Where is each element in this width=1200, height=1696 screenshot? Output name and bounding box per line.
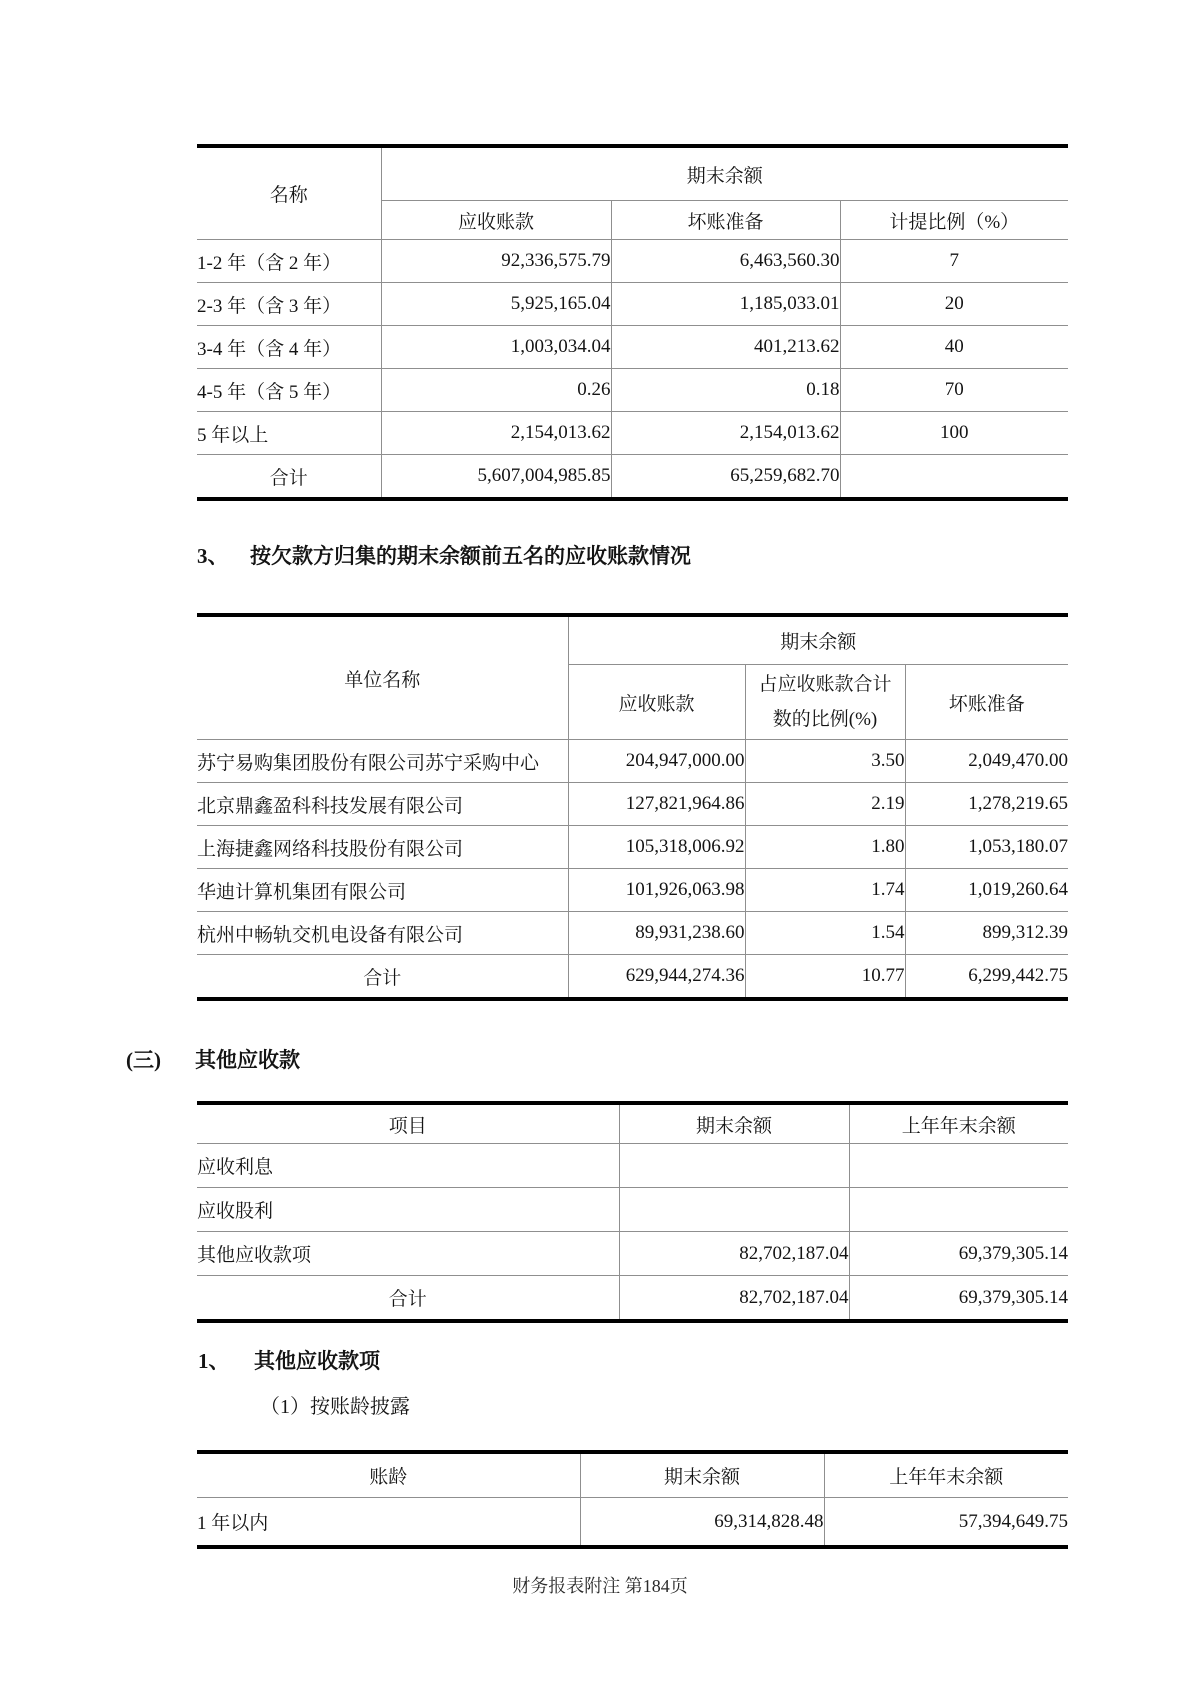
table-row (197, 740, 1068, 783)
aging-label-cell: 1-2 年（含 2 年） (197, 240, 381, 283)
prior-cell: 69,379,305.14 (849, 1276, 1068, 1322)
receivable-cell: 105,318,006.92 (568, 826, 745, 869)
table-header-row (197, 146, 1068, 201)
company-cell: 杭州中畅轨交机电设备有限公司 (197, 912, 568, 955)
current-cell (619, 1144, 849, 1188)
item-cell: 应收利息 (197, 1144, 619, 1188)
ratio-cell: 20 (840, 283, 1068, 326)
age-header-cell: 账龄 (197, 1452, 580, 1498)
section-title: 其他应收款项 (254, 1349, 380, 1373)
total-row (197, 1276, 1068, 1322)
top5-debtors-table (197, 613, 1068, 1001)
current-cell: 69,314,828.48 (580, 1498, 824, 1548)
ratio-cell: 7 (840, 240, 1068, 283)
aging-disclosure-table (197, 1450, 1068, 1549)
group-header-cell: 期末余额 (568, 615, 1068, 665)
section-heading-other-items (198, 1345, 380, 1375)
bad-debt-cell: 1,019,260.64 (905, 869, 1068, 912)
bad-debt-cell: 0.18 (611, 369, 840, 412)
ratio-cell: 100 (840, 412, 1068, 455)
prior-cell (849, 1188, 1068, 1232)
aging-provision-table (197, 144, 1068, 501)
ratio-cell (840, 455, 1068, 500)
table-row (197, 1188, 1068, 1232)
bad-debt-cell: 401,213.62 (611, 326, 840, 369)
pct-cell: 1.74 (745, 869, 905, 912)
prior-cell: 57,394,649.75 (824, 1498, 1068, 1548)
receivable-cell: 2,154,013.62 (381, 412, 611, 455)
section-title: 按欠款方归集的期末余额前五名的应收账款情况 (250, 544, 691, 568)
table-row (197, 912, 1068, 955)
ratio-cell: 70 (840, 369, 1068, 412)
total-label-cell: 合计 (269, 467, 308, 489)
name-header-cell: 单位名称 (197, 615, 568, 740)
bad-debt-cell: 6,299,442.75 (905, 955, 1068, 1000)
receivable-cell: 0.26 (381, 369, 611, 412)
total-label-cell: 合计 (363, 967, 402, 989)
table-row (197, 326, 1068, 369)
bad-debt-cell: 1,278,219.65 (905, 783, 1068, 826)
pct-header-cell (745, 665, 905, 740)
receivable-cell: 204,947,000.00 (568, 740, 745, 783)
table-row (197, 369, 1068, 412)
receivable-cell: 92,336,575.79 (381, 240, 611, 283)
other-receivables-table (197, 1101, 1068, 1323)
bad-debt-cell: 6,463,560.30 (611, 240, 840, 283)
section-heading-other-receivables (126, 1044, 300, 1074)
company-cell: 苏宁易购集团股份有限公司苏宁采购中心 (197, 740, 568, 783)
aging-label-cell: 5 年以上 (197, 412, 381, 455)
current-header-cell: 期末余额 (580, 1452, 824, 1498)
bad-debt-cell: 2,049,470.00 (905, 740, 1068, 783)
bad-debt-cell: 899,312.39 (905, 912, 1068, 955)
receivable-cell: 5,607,004,985.85 (381, 455, 611, 500)
bad-debt-cell: 2,154,013.62 (611, 412, 840, 455)
aging-label-cell: 2-3 年（含 3 年） (197, 283, 381, 326)
prior-header-cell: 上年年末余额 (824, 1452, 1068, 1498)
receivable-cell: 101,926,063.98 (568, 869, 745, 912)
receivable-cell: 5,925,165.04 (381, 283, 611, 326)
table-row (197, 869, 1068, 912)
subsection-heading-aging-note: （1）按账龄披露 (260, 1396, 410, 1418)
page-footer: 财务报表附注 第184页 (512, 1576, 688, 1596)
group-header-cell: 期末余额 (381, 146, 1068, 201)
table-header-row (197, 1103, 1068, 1144)
receivable-cell: 89,931,238.60 (568, 912, 745, 955)
table-row (197, 283, 1068, 326)
receivable-cell: 1,003,034.04 (381, 326, 611, 369)
company-cell: 上海捷鑫网络科技股份有限公司 (197, 826, 568, 869)
pct-cell: 3.50 (745, 740, 905, 783)
receivable-cell: 127,821,964.86 (568, 783, 745, 826)
item-cell: 应收股利 (197, 1188, 619, 1232)
ratio-header-cell: 计提比例（%） (840, 201, 1068, 240)
company-cell: 北京鼎鑫盈科科技发展有限公司 (197, 783, 568, 826)
age-cell: 1 年以内 (197, 1513, 269, 1534)
pct-cell: 2.19 (745, 783, 905, 826)
total-label-cell: 合计 (388, 1289, 427, 1310)
aging-label-cell: 3-4 年（含 4 年） (197, 326, 381, 369)
section-number: (三) (126, 1048, 161, 1072)
table-header-row (197, 615, 1068, 665)
company-cell: 华迪计算机集团有限公司 (197, 869, 568, 912)
ratio-cell: 40 (840, 326, 1068, 369)
current-cell: 82,702,187.04 (619, 1276, 849, 1322)
table-row (197, 826, 1068, 869)
section-heading-top5 (197, 540, 691, 570)
bad-debt-header-cell: 坏账准备 (611, 201, 840, 240)
prior-cell: 69,379,305.14 (849, 1232, 1068, 1276)
section-number: 3、 (197, 544, 229, 568)
total-row (197, 955, 1068, 1000)
bad-debt-cell: 65,259,682.70 (611, 455, 840, 500)
item-cell: 其他应收款项 (197, 1232, 619, 1276)
prior-header-cell: 上年年末余额 (849, 1103, 1068, 1144)
table-row (197, 412, 1068, 455)
bad-debt-cell: 1,185,033.01 (611, 283, 840, 326)
current-cell: 82,702,187.04 (619, 1232, 849, 1276)
prior-cell (849, 1144, 1068, 1188)
total-row (197, 455, 1068, 500)
section-title: 其他应收款 (195, 1048, 300, 1072)
table-header-row (197, 1452, 1068, 1498)
current-cell (619, 1188, 849, 1232)
bad-debt-cell: 1,053,180.07 (905, 826, 1068, 869)
section-number: 1、 (198, 1349, 230, 1373)
table-row (197, 1498, 1068, 1548)
current-header-cell: 期末余额 (619, 1103, 849, 1144)
table-row (197, 240, 1068, 283)
bad-debt-header-cell: 坏账准备 (905, 665, 1068, 740)
table-row (197, 1144, 1068, 1188)
aging-label-cell: 4-5 年（含 5 年） (197, 369, 381, 412)
receivable-cell: 629,944,274.36 (568, 955, 745, 1000)
pct-cell: 1.54 (745, 912, 905, 955)
table-row (197, 783, 1068, 826)
pct-cell: 1.80 (745, 826, 905, 869)
receivable-header-cell: 应收账款 (381, 201, 611, 240)
receivable-header-cell: 应收账款 (568, 665, 745, 740)
table-row (197, 1232, 1068, 1276)
pct-header-text: 占应收账款合计数的比例(%) (758, 673, 892, 730)
item-header-cell: 项目 (197, 1103, 619, 1144)
name-header-cell: 名称 (197, 146, 381, 240)
pct-cell: 10.77 (745, 955, 905, 1000)
